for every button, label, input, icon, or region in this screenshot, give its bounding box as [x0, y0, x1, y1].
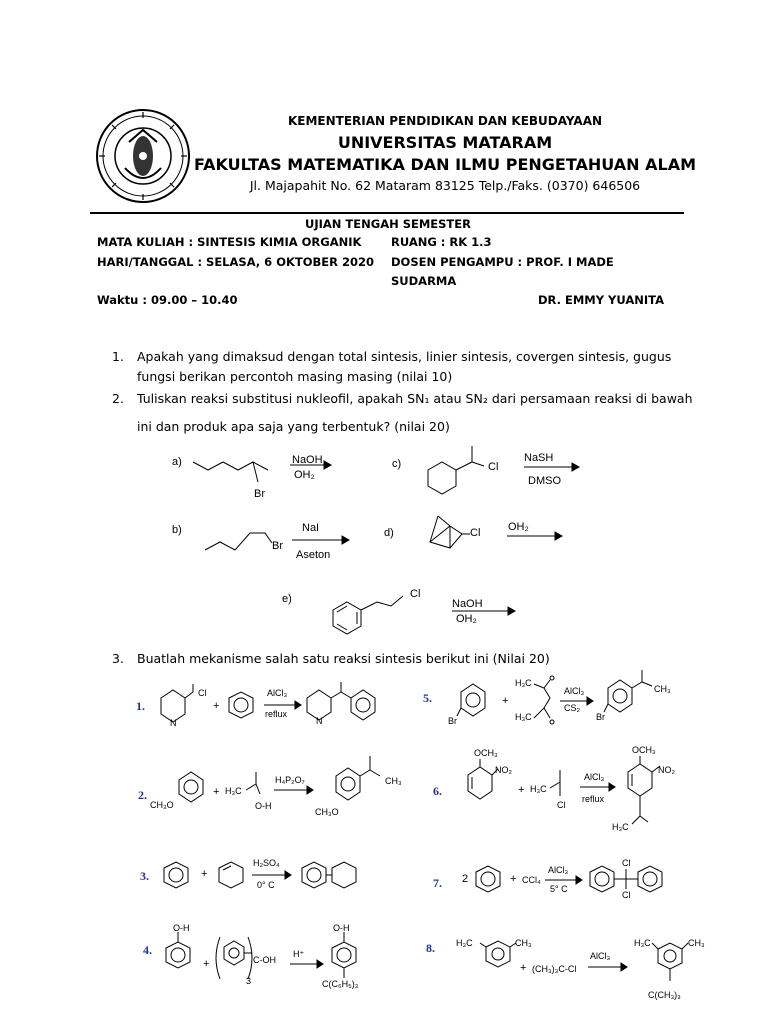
- reaction-label: d): [384, 527, 394, 539]
- benzene-structure: [225, 688, 259, 724]
- reaction-arrow-icon: [558, 696, 594, 706]
- tritylphenol-structure: [328, 930, 362, 1000]
- reagent-label: reflux: [265, 709, 288, 719]
- ccl4-label: CCl₄: [522, 875, 541, 885]
- bromobenzene-structure: [455, 680, 495, 730]
- plus-sign: +: [213, 786, 220, 798]
- methoxy-label: OCH₃: [632, 745, 656, 755]
- bromoacetophenone-structure: [602, 662, 662, 724]
- reaction-arrow-icon: [250, 870, 292, 880]
- reaction-label: c): [392, 458, 402, 470]
- reaction-number: 6.: [433, 784, 442, 798]
- reagent-label: H₄P₂O₇: [275, 775, 305, 785]
- reaction-number: 5.: [423, 691, 432, 705]
- anisole-structure: [175, 768, 215, 808]
- hydroxyl-label: O-H: [173, 923, 190, 933]
- substituent-label: Cl: [488, 461, 499, 473]
- methyl-label: CH₃: [654, 684, 671, 694]
- reagent-label: NaSH: [524, 452, 554, 464]
- tert-butyl-label: C(CH₃)₃: [648, 990, 681, 1000]
- reagent-label: NaOH: [452, 598, 483, 610]
- question-number: 1.: [112, 349, 124, 364]
- chloride-label: Cl: [557, 800, 566, 810]
- coefficient: 2: [462, 873, 469, 885]
- exam-date: HARI/TANGGAL : SELASA, 6 OKTOBER 2020: [97, 255, 374, 269]
- reaction-number: 3.: [140, 869, 149, 883]
- plus-sign: +: [518, 784, 525, 796]
- methyl-label: CH₃: [385, 776, 402, 786]
- address: Jl. Majapahit No. 62 Mataram 83125 Telp./Faks. (0370) 646506: [249, 178, 641, 193]
- cyclohexene-structure: [215, 858, 249, 894]
- nitroanisole-structure: [460, 755, 505, 810]
- reagent-label: AlCl₃: [267, 688, 288, 698]
- plus-sign: +: [502, 695, 509, 707]
- faculty-name: FAKULTAS MATEMATIKA DAN ILMU PENGETAHUAN ALAM: [193, 155, 696, 174]
- reagent-label: NaI: [302, 522, 320, 534]
- reagent-label: AlCl₃: [590, 951, 611, 961]
- header-divider: [90, 212, 684, 214]
- reagent-label: 0° C: [257, 880, 275, 890]
- reaction-number: 7.: [433, 876, 442, 890]
- plus-sign: +: [201, 868, 208, 880]
- reaction-arrow-icon: [290, 535, 350, 545]
- methyl-label: H₃C: [530, 784, 547, 794]
- subscript-label: 3: [246, 976, 252, 986]
- hydroxyl-label: O-H: [255, 801, 272, 811]
- methyl-label: CH₃: [688, 938, 705, 948]
- trityl-label: C(C₆H₅)₃: [322, 979, 359, 989]
- plus-sign: +: [520, 962, 527, 974]
- exam-title: UJIAN TENGAH SEMESTER: [305, 217, 471, 231]
- question-number: 3.: [112, 651, 124, 666]
- reagent-label: 5° C: [550, 884, 568, 894]
- bromine-label: Br: [596, 712, 605, 722]
- carbinol-label: C-OH: [253, 955, 276, 965]
- substituent-label: Cl: [198, 688, 207, 698]
- reagent-label: AlCl₃: [548, 865, 569, 875]
- course-name: MATA KULIAH : SINTESIS KIMIA ORGANIK: [97, 235, 362, 249]
- methyl-label: H₃C: [515, 712, 532, 722]
- reaction-label: a): [172, 456, 182, 468]
- plus-sign: +: [203, 958, 210, 970]
- reaction-label: b): [172, 524, 182, 536]
- reaction-arrow-icon: [586, 962, 628, 972]
- reagent-label: CS₂: [564, 703, 580, 713]
- question-text: ini dan produk apa saja yang terbentuk? (nilai 20): [137, 419, 450, 434]
- reagent-label: AlCl₃: [564, 686, 585, 696]
- reaction-arrow-icon: [288, 959, 324, 969]
- methyl-label: H₃C: [634, 938, 651, 948]
- lecturer: DOSEN PENGAMPU : PROF. I MADE: [391, 255, 614, 269]
- reaction-number: 1.: [136, 699, 145, 713]
- reagent-label: OH₂: [508, 521, 529, 533]
- methyl-label: H₃C: [456, 938, 473, 948]
- reaction-number: 2.: [138, 788, 147, 802]
- pentyl-bromide-structure: [200, 525, 280, 555]
- reagent-label: DMSO: [528, 475, 561, 487]
- reaction-arrow-icon: [450, 606, 516, 616]
- reaction-number: 8.: [426, 941, 435, 955]
- reagent-label: Aseton: [296, 549, 331, 561]
- reagent-label: NaOH: [292, 454, 323, 466]
- question-text: Apakah yang dimaksud dengan total sintesis, linier sintesis, covergen sintesis, gugus: [137, 349, 672, 364]
- substituent-label: Cl: [410, 588, 421, 600]
- cyclohexyl-chloride-structure: [420, 440, 500, 510]
- chloride-label: Cl: [622, 890, 631, 900]
- reaction-arrow-icon: [288, 460, 332, 470]
- methoxy-label: CH₃O: [315, 807, 339, 817]
- methoxy-label: CH₃O: [150, 800, 174, 810]
- lecturer-cont: SUDARMA: [391, 274, 457, 288]
- reaction-arrow-icon: [272, 785, 314, 795]
- methoxy-label: OCH₃: [474, 748, 498, 758]
- reagent-label: H₂SO₄: [253, 858, 280, 868]
- reagent-label: OH₂: [294, 469, 315, 481]
- university-name: UNIVERSITAS MATARAM: [337, 133, 553, 152]
- chloride-label: Cl: [622, 858, 631, 868]
- reaction-arrow-icon: [262, 700, 302, 710]
- methoxyacetophenone-structure: [330, 750, 390, 810]
- cyclohexylbenzene-structure: [298, 858, 368, 894]
- question-text: fungsi berikan percontoh masing masing (nilai 10): [137, 369, 453, 384]
- reagent-label: reflux: [582, 794, 605, 804]
- bromine-label: Br: [448, 716, 457, 726]
- benzene-structure: [160, 858, 194, 894]
- reaction-arrow-icon: [543, 875, 583, 885]
- nitro-label: NO₂: [658, 765, 675, 775]
- substituent-label: Br: [254, 488, 265, 500]
- room: RUANG : RK 1.3: [391, 235, 492, 249]
- acetic-acid-structure: [244, 770, 264, 804]
- tert-butyl-chloride-label: (CH₃)₃C-Cl: [532, 964, 577, 974]
- methyl-label: CH₃: [515, 938, 532, 948]
- methyl-label: H₃C: [225, 786, 242, 796]
- plus-sign: +: [510, 873, 517, 885]
- acetyl-chloride-structure: [548, 768, 568, 804]
- methyl-label: H₃C: [515, 678, 532, 688]
- exam-time: Waktu : 09.00 – 10.40: [97, 293, 238, 307]
- reagent-label: OH₂: [456, 613, 477, 625]
- substituent-label: Br: [272, 540, 283, 552]
- plus-sign: +: [213, 700, 220, 712]
- question-text: Tuliskan reaksi substitusi nukleofil, apakah SN₁ atau SN₂ dari persamaan reaksi di bawah: [137, 391, 693, 406]
- substituent-label: Cl: [470, 527, 481, 539]
- reaction-number: 4.: [143, 943, 152, 957]
- nitrogen-label: N: [170, 718, 177, 728]
- reaction-arrow-icon: [522, 462, 580, 472]
- reagent-label: H⁺: [293, 949, 305, 959]
- acetic-anhydride-structure: [530, 672, 560, 734]
- hydroxyl-label: O-H: [333, 923, 350, 933]
- lecturer-2: DR. EMMY YUANITA: [538, 293, 665, 307]
- reaction-arrow-icon: [578, 782, 616, 792]
- nitro-label: NO₂: [495, 765, 512, 775]
- question-text: Buatlah mekanisme salah satu reaksi sintesis berikut ini (Nilai 20): [137, 651, 550, 666]
- benzene-structure: [472, 862, 506, 898]
- reagent-label: AlCl₃: [584, 772, 605, 782]
- methyl-label: H₃C: [612, 822, 629, 832]
- reaction-label: e): [282, 593, 292, 605]
- product-ketone-structure: [303, 680, 383, 725]
- ministry-name: KEMENTERIAN PENDIDIKAN DAN KEBUDAYAAN: [287, 114, 603, 128]
- question-number: 2.: [112, 391, 124, 406]
- phenethyl-chloride-structure: [325, 590, 420, 640]
- phenol-structure: [162, 930, 196, 974]
- nitrogen-label: N: [316, 716, 323, 726]
- reaction-arrow-icon: [505, 531, 563, 541]
